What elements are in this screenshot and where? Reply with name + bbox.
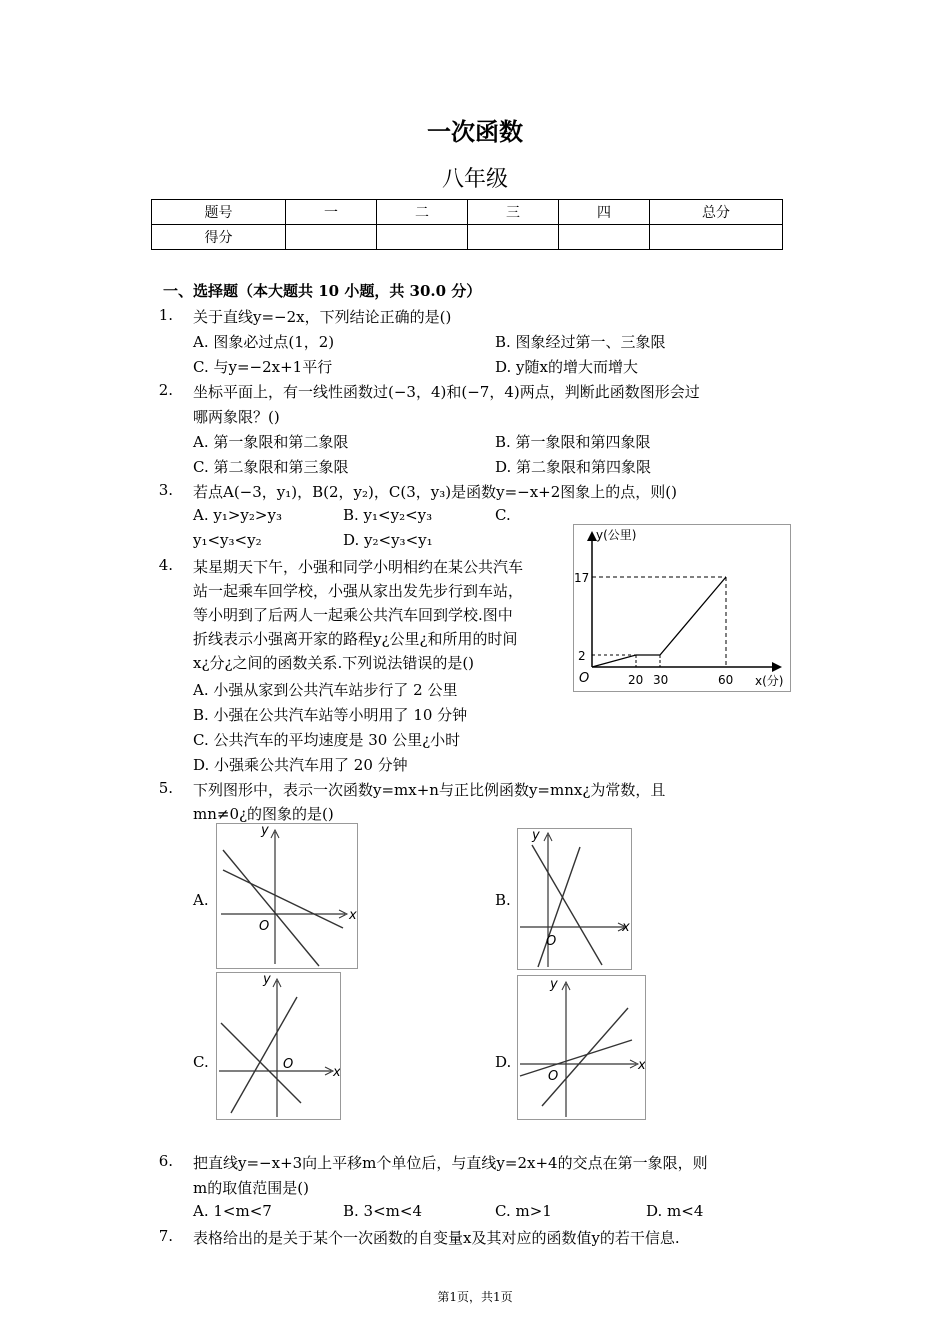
score-input-cell[interactable]	[559, 225, 650, 250]
origin-label: O	[548, 1069, 559, 1084]
origin-label: O	[283, 1057, 294, 1072]
function-line	[520, 1040, 632, 1076]
y-axis-label: y(公里)	[596, 528, 637, 542]
graph-polyline	[592, 577, 726, 667]
option-b-label: B.	[495, 891, 511, 909]
question-number: 2.	[158, 381, 173, 399]
option-a: A. 小强从家到公共汽车站步行了 2 公里	[193, 681, 458, 699]
x-axis-label: x	[638, 1058, 645, 1073]
table-cell: 一	[286, 200, 377, 225]
x-tick-label: 20	[628, 673, 644, 687]
question-stem: 关于直线y=−2x，下列结论正确的是()	[193, 308, 452, 326]
option-d: D. 小强乘公共汽车用了 20 分钟	[193, 756, 408, 774]
graph-option-a	[216, 823, 358, 969]
y-axis-label: y	[263, 973, 271, 987]
score-input-cell[interactable]	[468, 225, 559, 250]
question-stem: mn≠0¿的图象的是()	[193, 805, 334, 823]
option-c-label: C.	[193, 1053, 209, 1071]
origin-label: O	[546, 934, 557, 949]
graph-option-c	[216, 972, 341, 1120]
y-axis-label: y	[550, 977, 558, 992]
table-cell: 四	[559, 200, 650, 225]
option-d: D. y随x的增大而增大	[495, 358, 638, 376]
option-a: A. y₁>y₂>y₃	[193, 506, 282, 524]
option-d-label: D.	[495, 1053, 512, 1071]
option-c: C. m>1	[495, 1202, 552, 1220]
score-table-header-row	[152, 200, 783, 225]
y-tick-label: 17	[574, 571, 590, 585]
option-a: A. 1<m<7	[193, 1202, 272, 1220]
score-table	[151, 199, 783, 250]
y-tick-label: 2	[578, 649, 586, 663]
graph-option-d-svg	[518, 976, 645, 1119]
x-tick-label: 30	[653, 673, 669, 687]
x-axis-arrow-icon	[772, 662, 782, 672]
option-a: A. 图象必过点(1，2)	[193, 333, 335, 351]
option-c-text: y₁<y₃<y₂	[193, 531, 262, 549]
graph-option-c-svg	[217, 973, 340, 1119]
page-subtitle: 八年级	[441, 167, 508, 192]
question-number: 6.	[158, 1152, 173, 1170]
page-title: 一次函数	[427, 117, 523, 146]
x-axis-label: x(分)	[755, 674, 784, 688]
table-cell: 题号	[152, 200, 286, 225]
option-b: B. 第一象限和第四象限	[495, 433, 651, 451]
function-line	[532, 845, 602, 965]
question-stem: x¿分¿之间的函数关系.下列说法错误的是()	[193, 654, 475, 672]
y-axis-label: y	[532, 829, 540, 843]
function-line	[542, 1008, 628, 1106]
question-stem: 折线表示小强离开家的路程y¿公里¿和所用的时间	[193, 630, 518, 648]
graph-option-d	[517, 975, 646, 1120]
graph-option-b-svg	[518, 829, 631, 969]
score-input-cell[interactable]	[286, 225, 377, 250]
score-input-cell[interactable]	[650, 225, 783, 250]
question-number: 4.	[158, 556, 173, 574]
question-stem: 下列图形中，表示一次函数y=mx+n与正比例函数y=mnx¿为常数，且	[193, 781, 666, 799]
question-stem: 某星期天下午，小强和同学小明相约在某公共汽车	[193, 558, 524, 576]
option-d: D. y₂<y₃<y₁	[343, 531, 433, 549]
function-line	[231, 997, 297, 1113]
distance-time-graph-svg	[574, 525, 790, 691]
question-stem: 表格给出的是关于某个一次函数的自变量x及其对应的函数值y的若干信息.	[193, 1229, 680, 1247]
x-axis-label: x	[349, 908, 357, 923]
graph-option-b	[517, 828, 632, 970]
option-c: C.	[495, 506, 511, 524]
question-stem: 哪两象限？()	[193, 408, 280, 426]
option-c: C. 第二象限和第三象限	[193, 458, 349, 476]
score-input-cell[interactable]	[377, 225, 468, 250]
table-cell: 三	[468, 200, 559, 225]
function-line	[223, 870, 343, 928]
origin-label: O	[579, 671, 590, 686]
question-stem: 把直线y=−x+3向上平移m个单位后，与直线y=2x+4的交点在第一象限，则	[193, 1154, 708, 1172]
question-number: 3.	[158, 481, 173, 499]
question-stem: 若点A(−3，y₁)，B(2，y₂)，C(3，y₃)是函数y=−x+2图象上的点，则()	[193, 483, 677, 501]
origin-label: O	[259, 919, 270, 934]
option-d: D. m<4	[646, 1202, 704, 1220]
option-d: D. 第二象限和第四象限	[495, 458, 652, 476]
table-cell: 总分	[650, 200, 783, 225]
question-stem: 站一起乘车回学校，小强从家出发先步行到车站，	[193, 582, 524, 600]
page-footer: 第1页，共1页	[437, 1290, 513, 1304]
x-axis-label: x	[622, 920, 630, 935]
option-c: C. 公共汽车的平均速度是 30 公里¿小时	[193, 731, 461, 749]
option-b: B. 小强在公共汽车站等小明用了 10 分钟	[193, 706, 468, 724]
option-b: B. y₁<y₂<y₃	[343, 506, 433, 524]
x-axis-label: x	[333, 1065, 340, 1080]
question-number: 7.	[158, 1227, 173, 1245]
table-cell: 二	[377, 200, 468, 225]
option-b: B. 3<m<4	[343, 1202, 423, 1220]
graph-option-a-svg	[217, 824, 357, 968]
option-a: A. 第一象限和第二象限	[193, 433, 349, 451]
function-line	[223, 850, 319, 966]
question-stem: 坐标平面上，有一线性函数过(−3，4)和(−7，4)两点，判断此函数图形会过	[193, 383, 700, 401]
score-table-score-row	[152, 225, 783, 250]
option-b: B. 图象经过第一、三象限	[495, 333, 666, 351]
x-tick-label: 60	[718, 673, 734, 687]
question-stem: m的取值范围是()	[193, 1179, 309, 1197]
question-number: 5.	[158, 779, 173, 797]
table-cell: 得分	[152, 225, 286, 250]
distance-time-graph	[573, 524, 791, 692]
section-heading: 一、选择题（本大题共 10 小题，共 30.0 分）	[163, 282, 482, 300]
option-c: C. 与y=−2x+1平行	[193, 358, 333, 376]
question-number: 1.	[158, 306, 173, 324]
question-stem: 等小明到了后两人一起乘公共汽车回到学校.图中	[193, 606, 513, 624]
y-axis-label: y	[261, 824, 269, 838]
option-a-label: A.	[193, 891, 209, 909]
